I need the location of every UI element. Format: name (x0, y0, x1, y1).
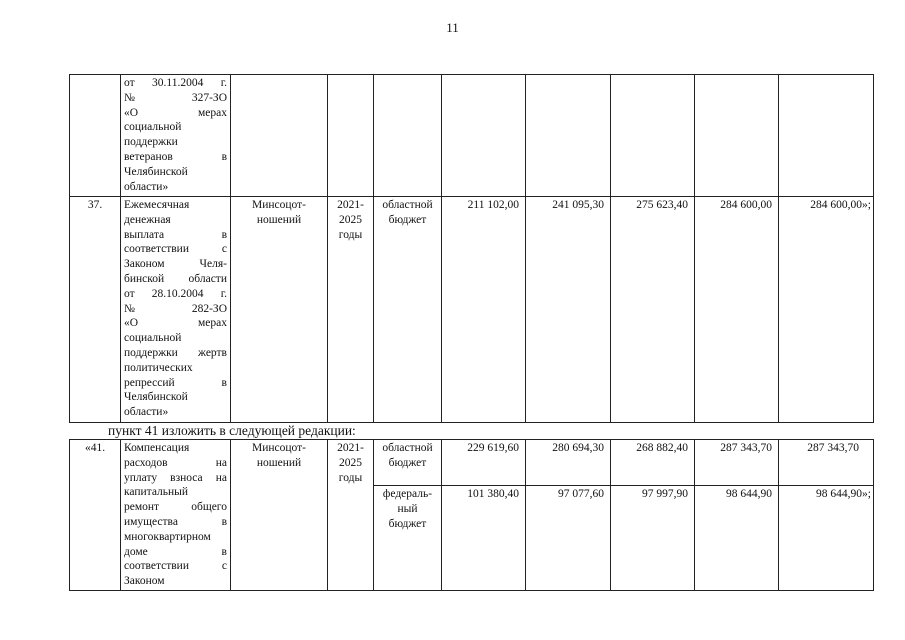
value-cell: 284 600,00»; (779, 197, 874, 423)
value-cell (779, 75, 874, 197)
value-cell (695, 75, 779, 197)
page-number: 11 (446, 20, 459, 35)
value-cell: 280 694,30 (526, 440, 611, 486)
source-cell (374, 75, 442, 197)
executor-cell (231, 75, 328, 197)
value-cell: 284 600,00 (695, 197, 779, 423)
value-cell: 101 380,40 (442, 486, 526, 591)
value-cell: 241 095,30 (526, 197, 611, 423)
amendment-instruction: пункт 41 изложить в следующей редакции: (108, 423, 356, 438)
years: 2021- 2025 годы (328, 197, 374, 423)
value-cell: 97 997,90 (611, 486, 695, 591)
years: 2021- 2025 годы (328, 440, 374, 591)
table-row (70, 197, 874, 423)
executor: Минсоцот- ношений (231, 440, 328, 591)
value-cell (442, 75, 526, 197)
funding-source: областной бюджет (374, 197, 442, 423)
program-table-amended (69, 439, 874, 591)
years-cell (328, 75, 374, 197)
value-cell: 98 644,90 (695, 486, 779, 591)
measure-description: от 30.11.2004 г. № 327-ЗО «О мерах социальной поддержки ветеранов в Челябинской области» (121, 75, 231, 197)
program-table-continued (69, 74, 874, 423)
value-cell (611, 75, 695, 197)
row-number-cell (70, 75, 121, 197)
value-cell (526, 75, 611, 197)
funding-source: федераль- ный бюджет (374, 486, 442, 591)
value-cell: 287 343,70 (695, 440, 779, 486)
value-cell: 268 882,40 (611, 440, 695, 486)
executor: Минсоцот- ношений (231, 197, 328, 423)
measure-description: Компенсация расходов на уплату взноса на капитальный ремонт общего имущества в многоквартирном доме в соответствии с Законом (121, 440, 231, 591)
value-cell: 287 343,70 (779, 440, 874, 486)
value-cell: 98 644,90»; (779, 486, 874, 591)
table-row (70, 440, 874, 486)
value-cell: 229 619,60 (442, 440, 526, 486)
measure-description: Ежемесячная денежная выплата в соответствии с Законом Челя- бинской области от 28.10.2004 г. № 282-ЗО «О мерах социальной поддержки жертв политических репрессий в Челябинской области» (121, 197, 231, 423)
table-row (70, 75, 874, 197)
value-cell: 275 623,40 (611, 197, 695, 423)
row-number: 37. (70, 197, 121, 423)
value-cell: 97 077,60 (526, 486, 611, 591)
row-number: «41. (70, 440, 121, 591)
funding-source: областной бюджет (374, 440, 442, 486)
value-cell: 211 102,00 (442, 197, 526, 423)
